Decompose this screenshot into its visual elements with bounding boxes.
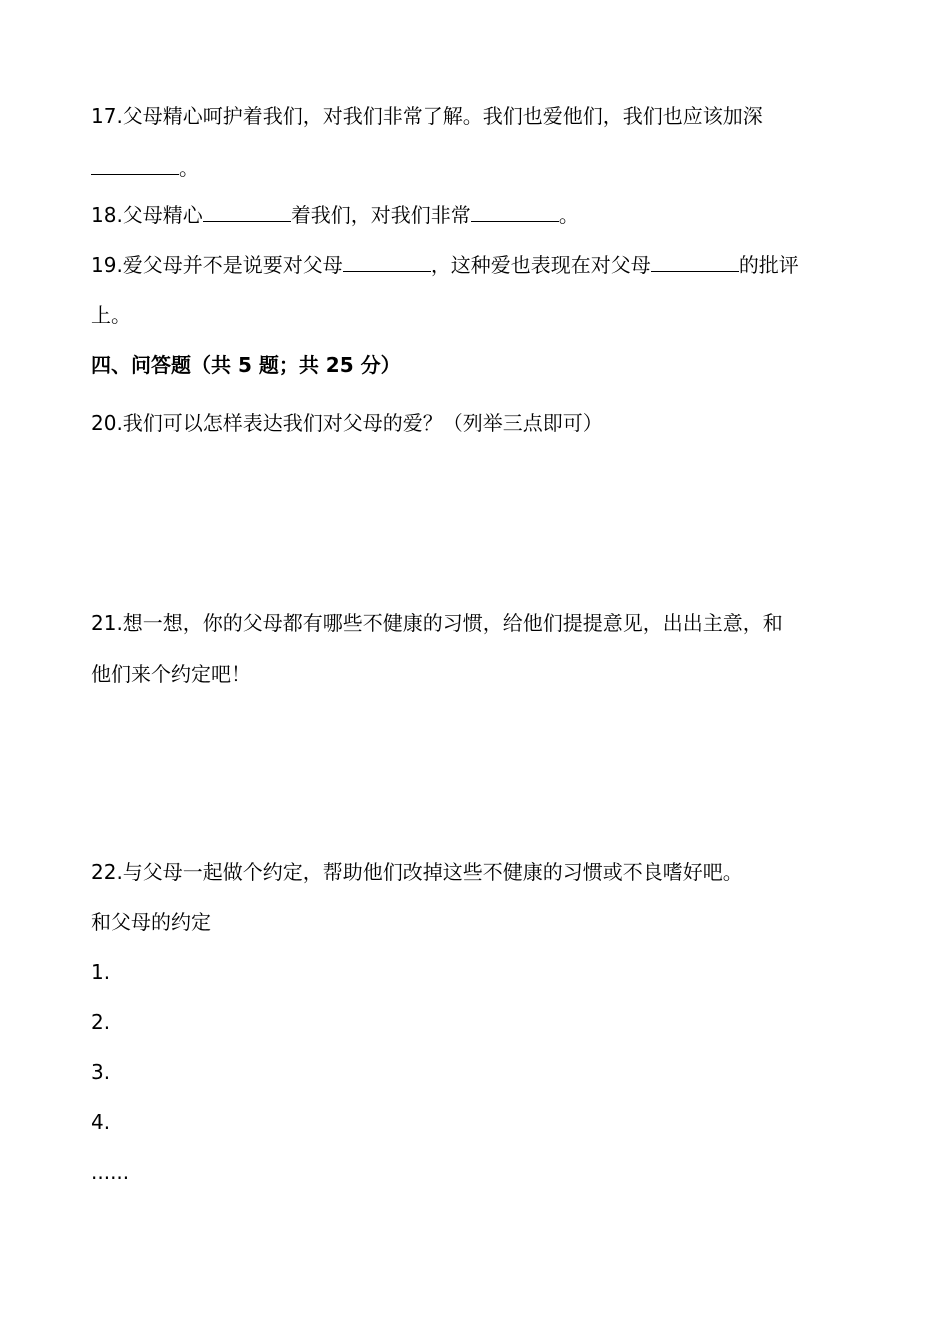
q19-line1 <box>91 251 799 279</box>
q21-text-2: 他们来个约定吧！ <box>91 662 251 686</box>
q17-line2 <box>91 154 199 182</box>
q17-line1 <box>91 102 763 130</box>
ellipsis-text: ...... <box>91 1160 130 1184</box>
agreement-item <box>91 1058 110 1086</box>
q21-line1 <box>91 609 783 637</box>
q19-line2 <box>91 301 131 329</box>
q21-text-1: 21.想一想，你的父母都有哪些不健康的习惯，给他们提提意见，出出主意，和 <box>91 611 783 635</box>
agreement-item-2: 2. <box>91 1010 111 1034</box>
q18-text-3: 。 <box>558 203 579 227</box>
q17-text: 17.父母精心呵护着我们，对我们非常了解。我们也爱他们，我们也应该加深 <box>91 104 763 128</box>
q19-text-3: 的批评 <box>738 253 799 277</box>
agreement-item-1: 1. <box>91 960 111 984</box>
q19-text-1: 19.爱父母并不是说要对父母 <box>91 253 343 277</box>
q21-line2 <box>91 660 251 688</box>
q19-blank-2[interactable] <box>651 251 739 272</box>
agreement-ellipsis <box>91 1158 129 1186</box>
q18-blank-1[interactable] <box>203 201 291 222</box>
section-title: 四、问答题（共 5 题；共 25 分） <box>91 353 401 377</box>
q17-end: 。 <box>179 156 199 180</box>
q18-line <box>91 201 579 229</box>
q22-subtitle <box>91 908 211 936</box>
agreement-title: 和父母的约定 <box>91 910 211 934</box>
q18-text-1: 18.父母精心 <box>91 203 203 227</box>
agreement-item-4: 4. <box>91 1110 111 1134</box>
agreement-item-3: 3. <box>91 1060 111 1084</box>
q17-blank[interactable] <box>91 154 179 175</box>
q19-text-2: ，这种爱也表现在对父母 <box>430 253 651 277</box>
q19-blank-1[interactable] <box>343 251 431 272</box>
q18-blank-2[interactable] <box>471 201 559 222</box>
q20-text: 20.我们可以怎样表达我们对父母的爱？（列举三点即可） <box>91 411 603 435</box>
q18-text-2: 着我们，对我们非常 <box>290 203 471 227</box>
section-heading <box>91 351 401 379</box>
agreement-item <box>91 1008 110 1036</box>
agreement-item <box>91 958 110 986</box>
q22-line <box>91 858 743 886</box>
q19-text-4: 上。 <box>91 303 131 327</box>
q22-text: 22.与父母一起做个约定，帮助他们改掉这些不健康的习惯或不良嗜好吧。 <box>91 860 743 884</box>
q20-line <box>91 409 603 437</box>
agreement-item <box>91 1108 110 1136</box>
